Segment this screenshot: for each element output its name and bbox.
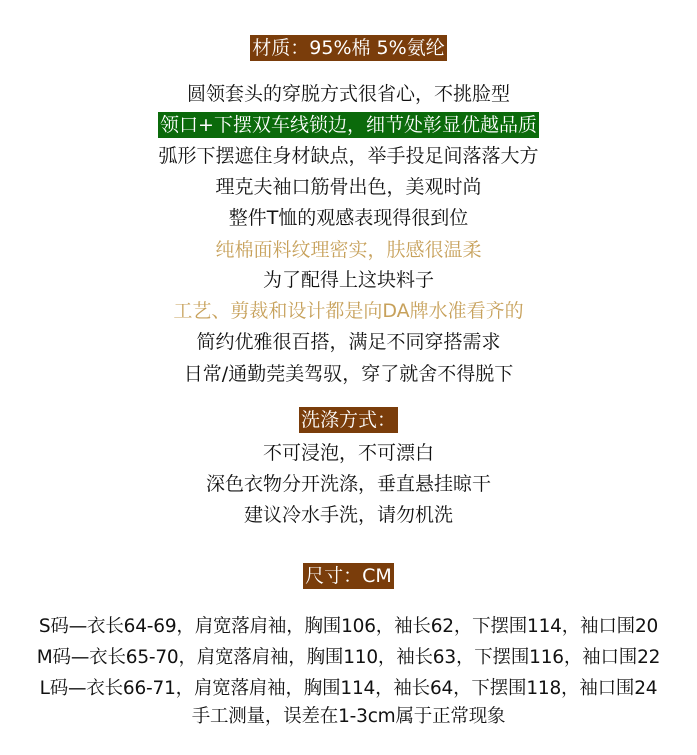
feature-line-gold: 纯棉面料纹理密实，肤感很温柔: [215, 239, 482, 261]
size-note: 手工测量，误差在1-3cm属于正常现象: [191, 706, 506, 727]
feature-line: 整件T恤的观感表现得很到位: [228, 207, 469, 229]
feature-line-gold: 工艺、剪裁和设计都是向DA牌水准看齐的: [173, 300, 524, 322]
feature-line: 为了配得上这块料子: [262, 269, 434, 291]
feature-line: 简约优雅很百搭，满足不同穿搭需求: [196, 331, 501, 353]
feature-line-highlight: 领口+下摆双车线锁边，细节处彰显优越品质: [160, 114, 537, 136]
size-line-s: S码—衣长64-69，肩宽落肩袖，胸围106，袖长62，下摆围114，袖口围20: [38, 616, 659, 637]
washing-line: 不可浸泡，不可漂白: [262, 442, 434, 464]
size-heading-row: [0, 563, 697, 589]
feature-line: 圆领套头的穿脱方式很省心，不挑脸型: [186, 83, 510, 105]
washing-heading: 洗涤方式：: [300, 409, 396, 431]
feature-line: 日常/通勤莞美驾驭，穿了就舍不得脱下: [183, 363, 514, 385]
size-line-m: M码—衣长65-70，肩宽落肩袖，胸围110，袖长63，下摆围116，袖口围22: [36, 647, 661, 668]
size-line-l: L码—衣长66-71，肩宽落肩袖，胸围114，袖长64，下摆围118，袖口围24: [39, 678, 658, 699]
washing-line: 深色衣物分开洗涤，垂直悬挂晾干: [205, 473, 491, 495]
feature-line: 弧形下摆遮住身材缺点，举手投足间落落大方: [158, 145, 539, 167]
washing-line: 建议冷水手洗，请勿机洗: [243, 504, 453, 526]
size-heading: 尺寸：CM: [305, 565, 392, 587]
material-heading: 材质：95%棉 5%氨纶: [252, 37, 445, 59]
feature-line: 理克夫袖口筋骨出色，美观时尚: [215, 176, 482, 198]
feature-line-highlight-row: [0, 112, 697, 138]
material-heading-row: [0, 35, 697, 61]
washing-heading-row: [0, 407, 697, 433]
